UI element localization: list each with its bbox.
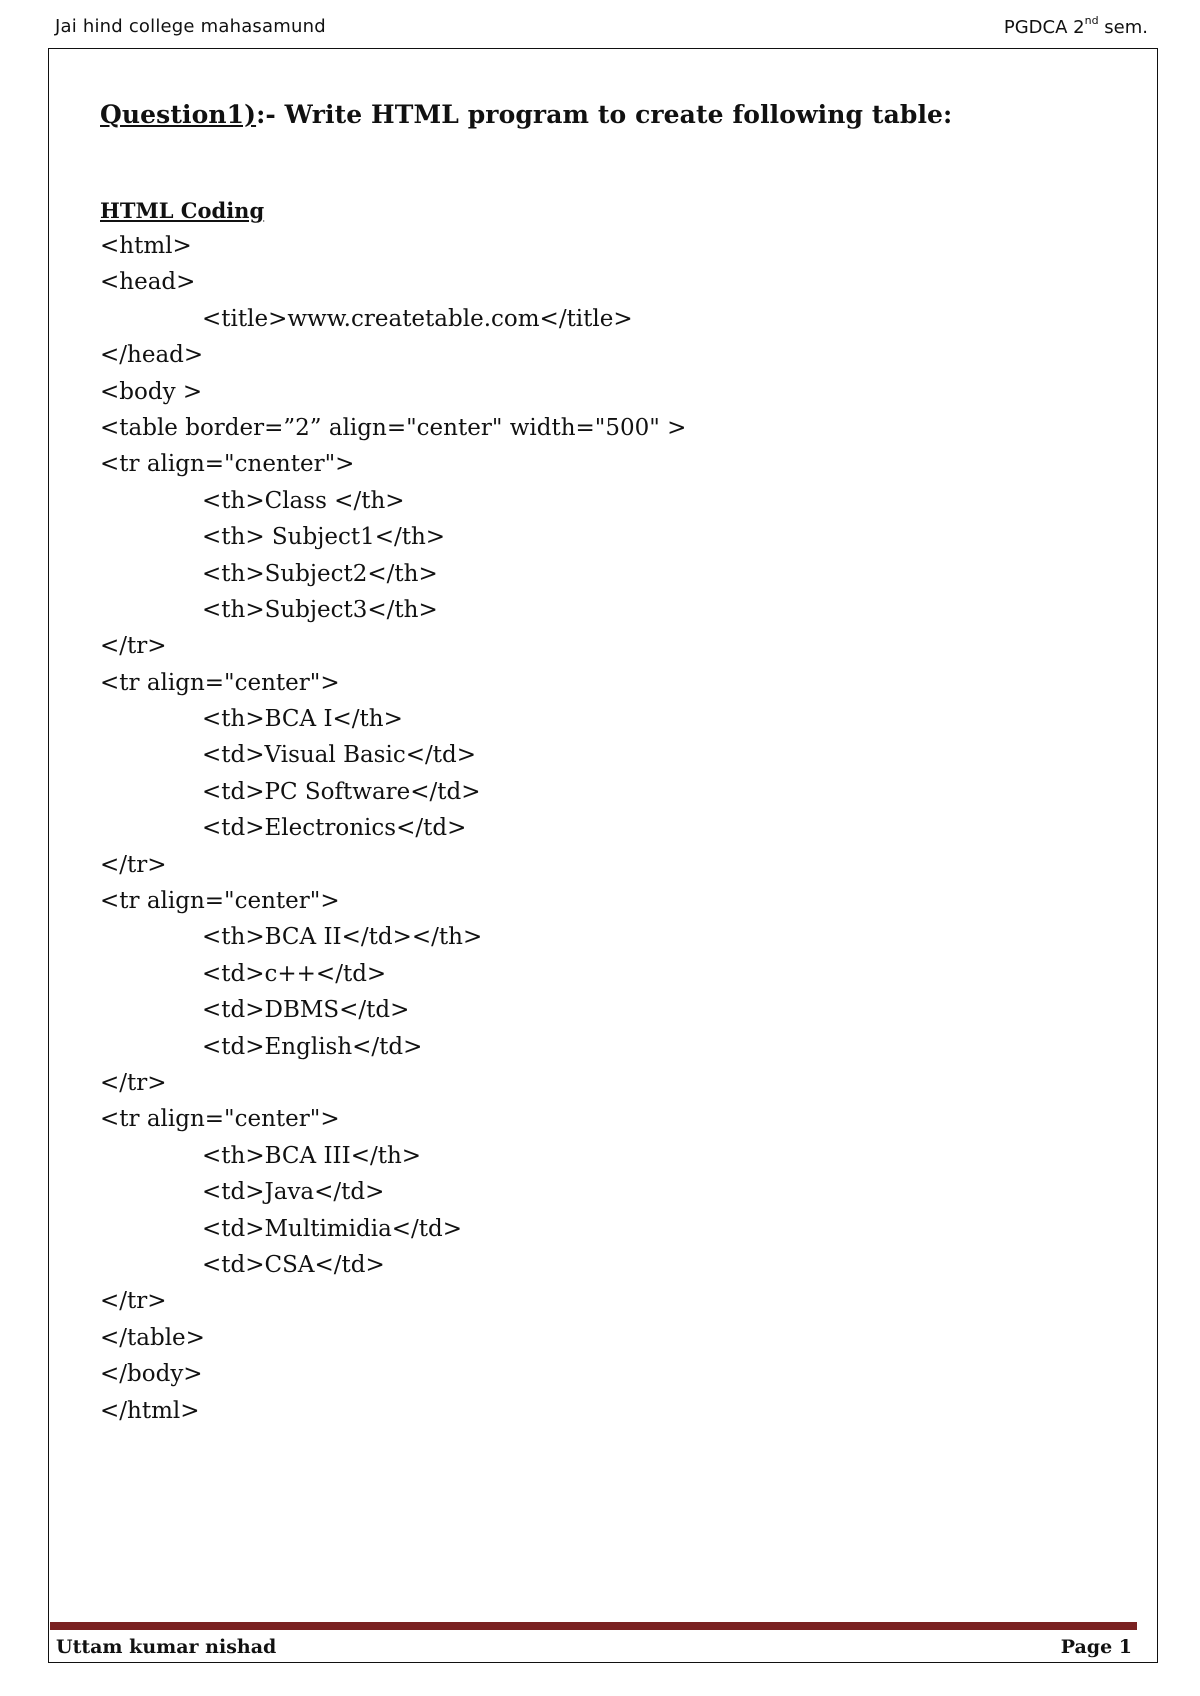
- code-line: </html>: [100, 1397, 200, 1424]
- code-line: <td>Multimidia</td>: [202, 1215, 463, 1242]
- code-line: <tr align="center">: [100, 669, 340, 696]
- code-line: <title>www.createtable.com</title>: [202, 305, 633, 332]
- code-line: <head>: [100, 269, 196, 296]
- code-line: <td>c++</td>: [202, 960, 387, 987]
- code-line: <td>Visual Basic</td>: [202, 742, 476, 769]
- code-line: </table>: [100, 1324, 205, 1351]
- header-college-name: Jai hind college mahasamund: [55, 16, 326, 37]
- code-line: <th>Subject2</th>: [202, 560, 438, 587]
- code-line: <tr align="cnenter">: [100, 451, 355, 478]
- code-line: <th>BCA III</th>: [202, 1142, 422, 1169]
- code-line: <td>English</td>: [202, 1033, 423, 1060]
- coding-title: HTML Coding: [100, 198, 265, 223]
- code-line: </tr>: [100, 633, 167, 660]
- code-line: <td>Electronics</td>: [202, 815, 467, 842]
- code-line: <td>CSA</td>: [202, 1251, 385, 1278]
- code-line: </body>: [100, 1361, 203, 1388]
- header-course-sup: nd: [1084, 14, 1099, 27]
- code-line: </tr>: [100, 851, 167, 878]
- footer-rule: [50, 1622, 1137, 1630]
- code-line: <tr align="center">: [100, 1106, 340, 1133]
- code-line: <td>PC Software</td>: [202, 778, 481, 805]
- header-course-suffix: sem.: [1098, 17, 1148, 38]
- question-number: Question1): [100, 100, 257, 129]
- code-listing: [100, 228, 686, 1429]
- code-line: <html>: [100, 233, 192, 259]
- code-line: <table border=”2” align="center" width="500" >: [100, 414, 687, 441]
- code-line: <td>Java</td>: [202, 1179, 385, 1206]
- code-line: <th>BCA I</th>: [202, 706, 403, 733]
- code-line: <th>Subject3</th>: [202, 596, 438, 623]
- code-line: </head>: [100, 342, 204, 369]
- code-line: <td>DBMS</td>: [202, 997, 410, 1024]
- code-line: <th> Subject1</th>: [202, 524, 446, 551]
- question-heading: [100, 100, 952, 129]
- code-line: <th>BCA II</td></th>: [202, 924, 483, 951]
- header-course-prefix: PGDCA 2: [1003, 17, 1085, 38]
- header-course: [1004, 16, 1148, 38]
- code-line: </tr>: [100, 1288, 167, 1315]
- footer-author: Uttam kumar nishad: [56, 1636, 277, 1658]
- code-line: <th>Class </th>: [202, 487, 405, 514]
- footer-page-number: Page 1: [1060, 1636, 1132, 1658]
- question-text: :- Write HTML program to create following table:: [256, 100, 953, 129]
- code-line: <tr align="center">: [100, 888, 340, 915]
- code-line: </tr>: [100, 1069, 167, 1096]
- code-line: <body >: [100, 378, 203, 405]
